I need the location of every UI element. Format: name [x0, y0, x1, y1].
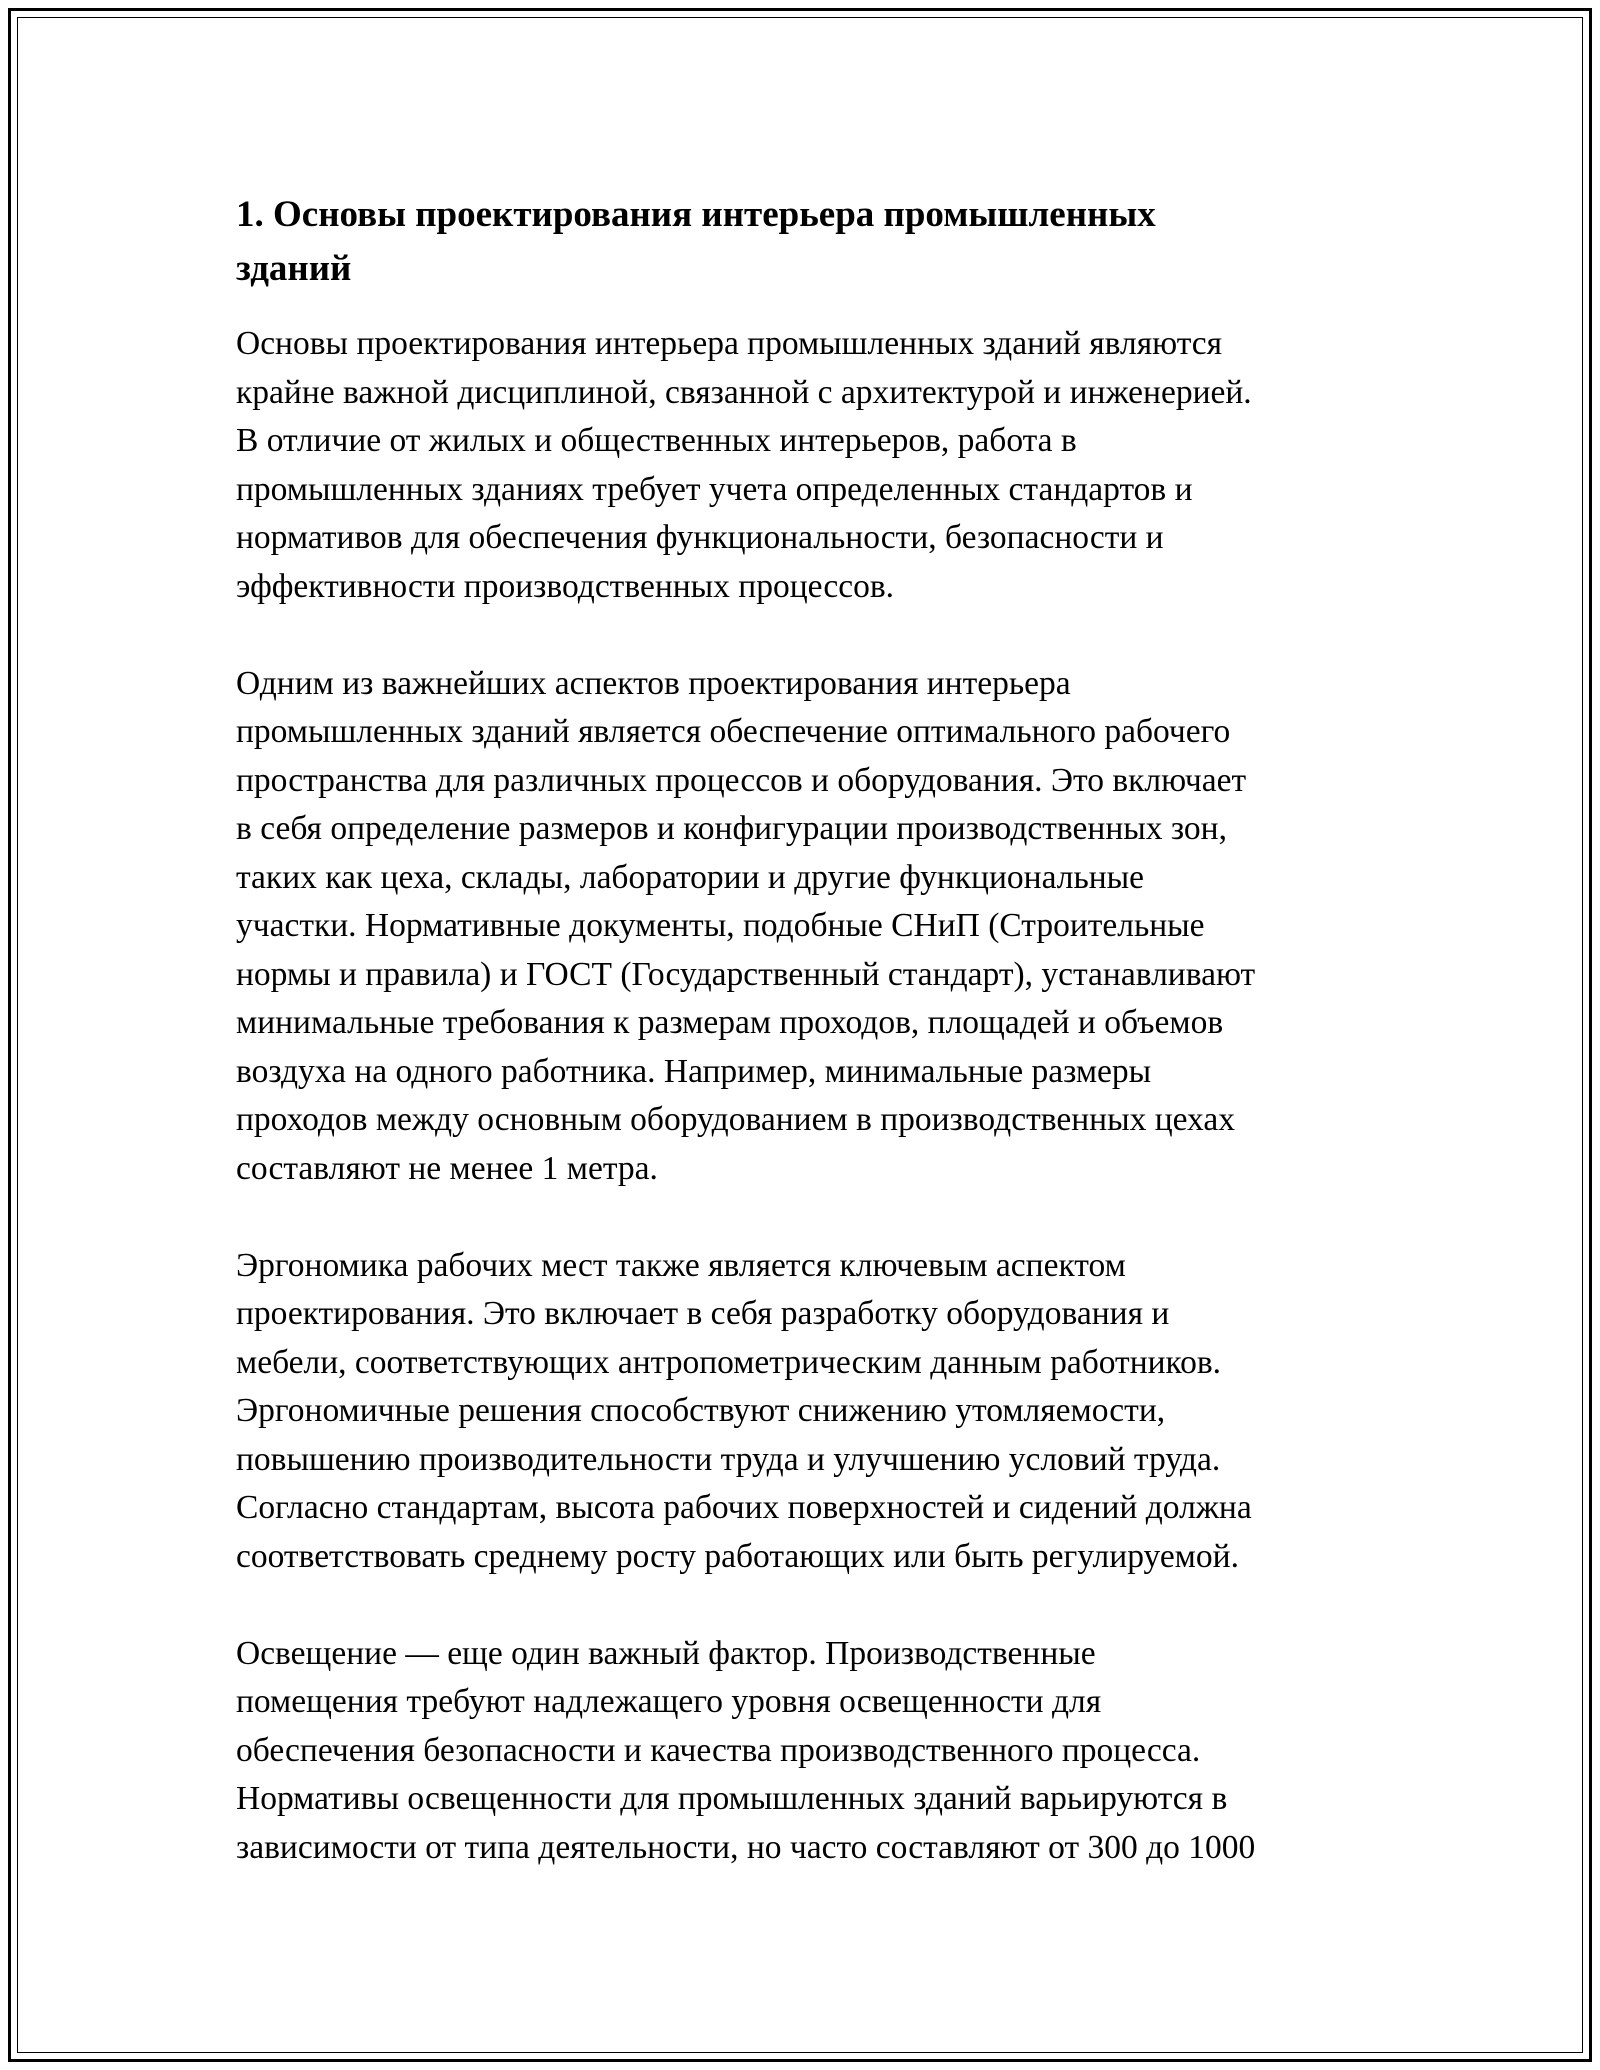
paragraph-intro: [236, 320, 1360, 611]
text-line: Основы проектирования интерьера промышленных зданий являются: [236, 325, 1223, 362]
text-line: Эргономика рабочих мест также является ключевым аспектом: [236, 1246, 1126, 1284]
text-line: соответствовать среднему росту работающих или быть регулируемой.: [236, 1537, 1239, 1575]
text-line: Одним из важнейших аспектов проектирования интерьера: [236, 664, 1071, 702]
text-line: минимальные требования к размерам проходов, площадей и объемов: [236, 1004, 1224, 1041]
text-line: обеспечения безопасности и качества производственного процесса.: [236, 1731, 1201, 1769]
text-line: проектирования. Это включает в себя разработку оборудования и: [236, 1295, 1170, 1332]
paragraph-ergonomics: [236, 1242, 1360, 1582]
heading-line: зданий: [236, 248, 352, 289]
text-line: нормативов для обеспечения функциональности, безопасности и: [236, 519, 1164, 556]
paragraph-workspace: [236, 660, 1360, 1194]
document-body: [236, 188, 1360, 1921]
text-line: Нормативы освещенности для промышленных зданий варьируются в: [236, 1780, 1228, 1817]
text-line: эффективности производственных процессов.: [236, 567, 895, 605]
text-line: крайне важной дисциплиной, связанной с архитектурой и инженерией.: [236, 373, 1252, 411]
section-heading: [236, 188, 1360, 296]
text-line: участки. Нормативные документы, подобные СНиП (Строительные: [236, 907, 1205, 944]
text-line: пространства для различных процессов и оборудования. Это включает: [236, 761, 1247, 799]
text-line: воздуха на одного работника. Например, минимальные размеры: [236, 1052, 1152, 1090]
text-line: зависимости от типа деятельности, но часто составляют от 300 до 1000: [236, 1828, 1256, 1866]
text-line: Эргономичные решения способствуют снижению утомляемости,: [236, 1392, 1166, 1429]
text-line: проходов между основным оборудованием в производственных цехах: [236, 1101, 1235, 1138]
text-line: Согласно стандартам, высота рабочих поверхностей и сидений должна: [236, 1489, 1252, 1526]
text-line: Освещение — еще один важный фактор. Производственные: [236, 1634, 1096, 1672]
text-line: промышленных зданий является обеспечение оптимального рабочего: [236, 713, 1231, 750]
heading-line: 1. Основы проектирования интерьера промышленных: [236, 194, 1156, 235]
text-line: в себя определение размеров и конфигурации производственных зон,: [236, 810, 1227, 847]
paragraph-lighting: [236, 1630, 1360, 1873]
text-line: помещения требуют надлежащего уровня освещенности для: [236, 1683, 1102, 1720]
text-line: повышению производительности труда и улучшению условий труда.: [236, 1440, 1221, 1478]
text-line: нормы и правила) и ГОСТ (Государственный стандарт), устанавливают: [236, 955, 1256, 993]
text-line: мебели, соответствующих антропометрическим данным работников.: [236, 1343, 1222, 1381]
text-line: промышленных зданиях требует учета определенных стандартов и: [236, 470, 1193, 508]
text-line: В отличие от жилых и общественных интерьеров, работа в: [236, 422, 1077, 459]
text-line: составляют не менее 1 метра.: [236, 1149, 658, 1187]
text-line: таких как цеха, склады, лаборатории и другие функциональные: [236, 858, 1145, 896]
